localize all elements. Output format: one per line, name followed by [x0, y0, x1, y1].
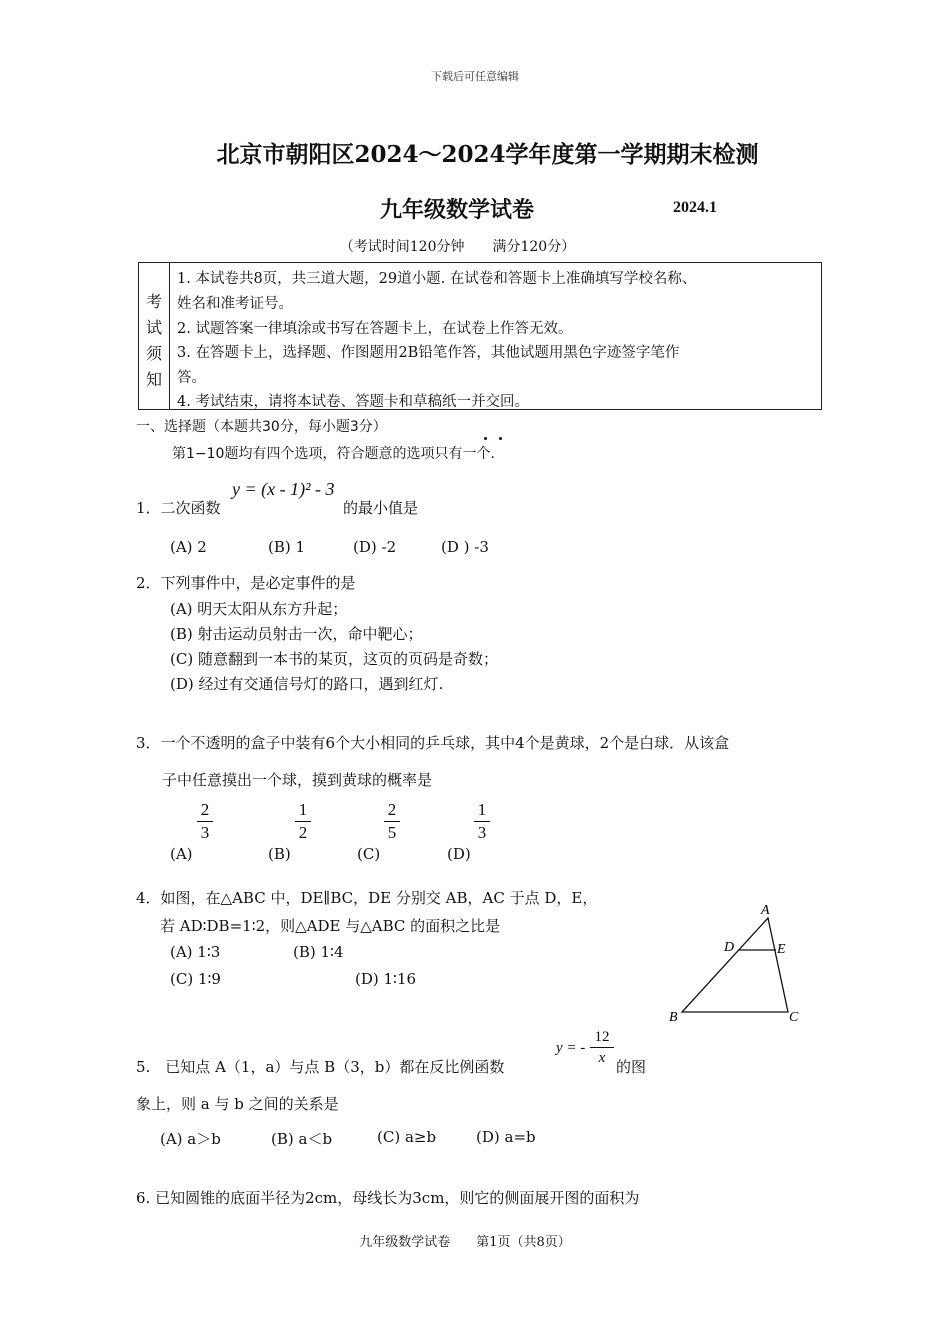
denominator: x	[598, 1050, 606, 1066]
q3-stem-line1: 3．一个不透明的盒子中装有6个大小相同的乒乓球，其中4个是黄球，2个是白球．从该盒	[136, 734, 730, 752]
q3-option-d-label: (D)	[447, 845, 471, 863]
triangle-figure	[660, 895, 810, 1030]
label-a: A	[761, 903, 770, 918]
q1-option-b: (B) 1	[268, 538, 306, 556]
title-line2: 九年级数学试卷	[380, 197, 535, 223]
q6-stem: 6. 已知圆锥的底面半径为2cm，母线长为3cm，则它的侧面展开图的面积为	[136, 1189, 640, 1207]
q4-option-a: (A) 1∶3	[170, 943, 221, 961]
notice-line: 答。	[177, 370, 206, 386]
q1-suffix: 的最小值是	[343, 499, 419, 517]
q5-stem-line1: 5. 已知点 A（1，a）与点 B（3，b）都在反比例函数	[136, 1058, 505, 1076]
q2-stem: 2．下列事件中，是必定事件的是	[136, 574, 356, 592]
numerator: 12	[594, 1029, 610, 1045]
q2-option-d: (D) 经过有交通信号灯的路口，遇到红灯.	[170, 675, 444, 693]
q3-stem-line2: 子中任意摸出一个球，摸到黄球的概率是	[162, 771, 433, 789]
q1-formula: y = (x - 1)² - 3	[232, 479, 335, 499]
notice-label-char: 知	[145, 370, 162, 389]
q4-stem-line2: 若 AD∶DB=1∶2，则△ADE 与△ABC 的面积之比是	[160, 917, 501, 935]
q3-option-b-label: (B)	[268, 845, 291, 863]
q3-fraction-b	[295, 800, 311, 843]
q1-prefix: 1．二次函数	[136, 499, 221, 517]
label-c: C	[789, 1010, 799, 1025]
title-line1: 北京市朝阳区2024～2024学年度第一学期期末检测	[216, 141, 759, 168]
q3-fraction-a	[197, 800, 213, 843]
label-b: B	[669, 1010, 678, 1025]
q4-option-d: (D) 1∶16	[355, 970, 417, 988]
q3-fraction-c	[384, 800, 400, 843]
notice-label	[143, 289, 165, 393]
page-footer: 九年级数学试卷 第1页（共8页）	[359, 1235, 571, 1250]
denominator: 3	[200, 823, 210, 842]
q5-formula-fraction	[590, 1028, 614, 1067]
q5-option-d: (D) a=b	[476, 1128, 536, 1146]
emphasis-dot	[484, 437, 487, 440]
section1-instruction: 第1−10题均有四个选项，符合题意的选项只有一个.	[172, 446, 495, 462]
q5-formula-lhs: y = -	[556, 1040, 586, 1056]
label-e: E	[777, 942, 786, 957]
q3-option-c-label: (C)	[357, 845, 381, 863]
numerator: 1	[477, 800, 487, 819]
q5-option-c: (C) a≥b	[377, 1128, 437, 1146]
notice-label-char: 试	[145, 318, 162, 337]
label-d: D	[724, 940, 735, 955]
q5-option-b: (B) a＜b	[271, 1130, 333, 1148]
notice-line: 2. 试题答案一律填涂或书写在答题卡上，在试卷上作答无效。	[177, 321, 573, 337]
q2-option-b: (B) 射击运动员射击一次，命中靶心；	[170, 625, 423, 643]
q1-option-a: (A) 2	[170, 538, 207, 556]
denominator: 5	[387, 823, 397, 842]
notice-label-char: 考	[145, 292, 162, 311]
q4-option-c: (C) 1∶9	[170, 970, 221, 988]
q5-option-a: (A) a＞b	[160, 1130, 221, 1148]
triangle-abc	[682, 918, 788, 1012]
q1-option-d: (D ) -3	[441, 538, 489, 556]
q4-stem-line1: 4．如图，在△ABC 中，DE∥BC，DE 分别交 AB，AC 于点 D，E，	[136, 889, 598, 907]
notice-label-char: 须	[145, 344, 162, 363]
numerator: 2	[387, 800, 397, 819]
q4-option-b: (B) 1∶4	[293, 943, 344, 961]
q3-fraction-d	[474, 800, 490, 843]
notice-line: 4. 考试结束，请将本试卷、答题卡和草稿纸一并交回。	[177, 394, 529, 410]
numerator: 1	[298, 800, 308, 819]
section1-heading: 一、选择题（本题共30分，每小题3分）	[136, 419, 387, 435]
q5-stem-line2: 象上，则 a 与 b 之间的关系是	[136, 1095, 339, 1113]
exam-info: （考试时间120分钟 满分120分）	[339, 239, 576, 255]
header-note: 下载后可任意编辑	[431, 70, 519, 83]
denominator: 2	[298, 823, 308, 842]
numerator: 2	[200, 800, 210, 819]
notice-box	[138, 262, 822, 410]
emphasis-dot	[499, 437, 502, 440]
q1-option-c: (D) -2	[353, 538, 397, 556]
q3-option-a-label: (A)	[170, 845, 193, 863]
notice-line: 1. 本试卷共8页，共三道大题，29道小题. 在试卷和答题卡上准确填写学校名称、	[177, 271, 697, 287]
notice-line: 姓名和准考证号。	[177, 296, 293, 312]
q2-option-c: (C) 随意翻到一本书的某页，这页的页码是奇数；	[170, 650, 498, 668]
notice-divider	[169, 263, 170, 409]
q2-option-a: (A) 明天太阳从东方升起；	[170, 600, 348, 618]
q5-stem-line1-end: 的图	[616, 1058, 647, 1076]
denominator: 3	[477, 823, 487, 842]
title-date: 2024.1	[673, 199, 717, 216]
notice-line: 3. 在答题卡上，选择题、作图题用2B铅笔作答，其他试题用黑色字迹签字笔作	[177, 345, 680, 361]
